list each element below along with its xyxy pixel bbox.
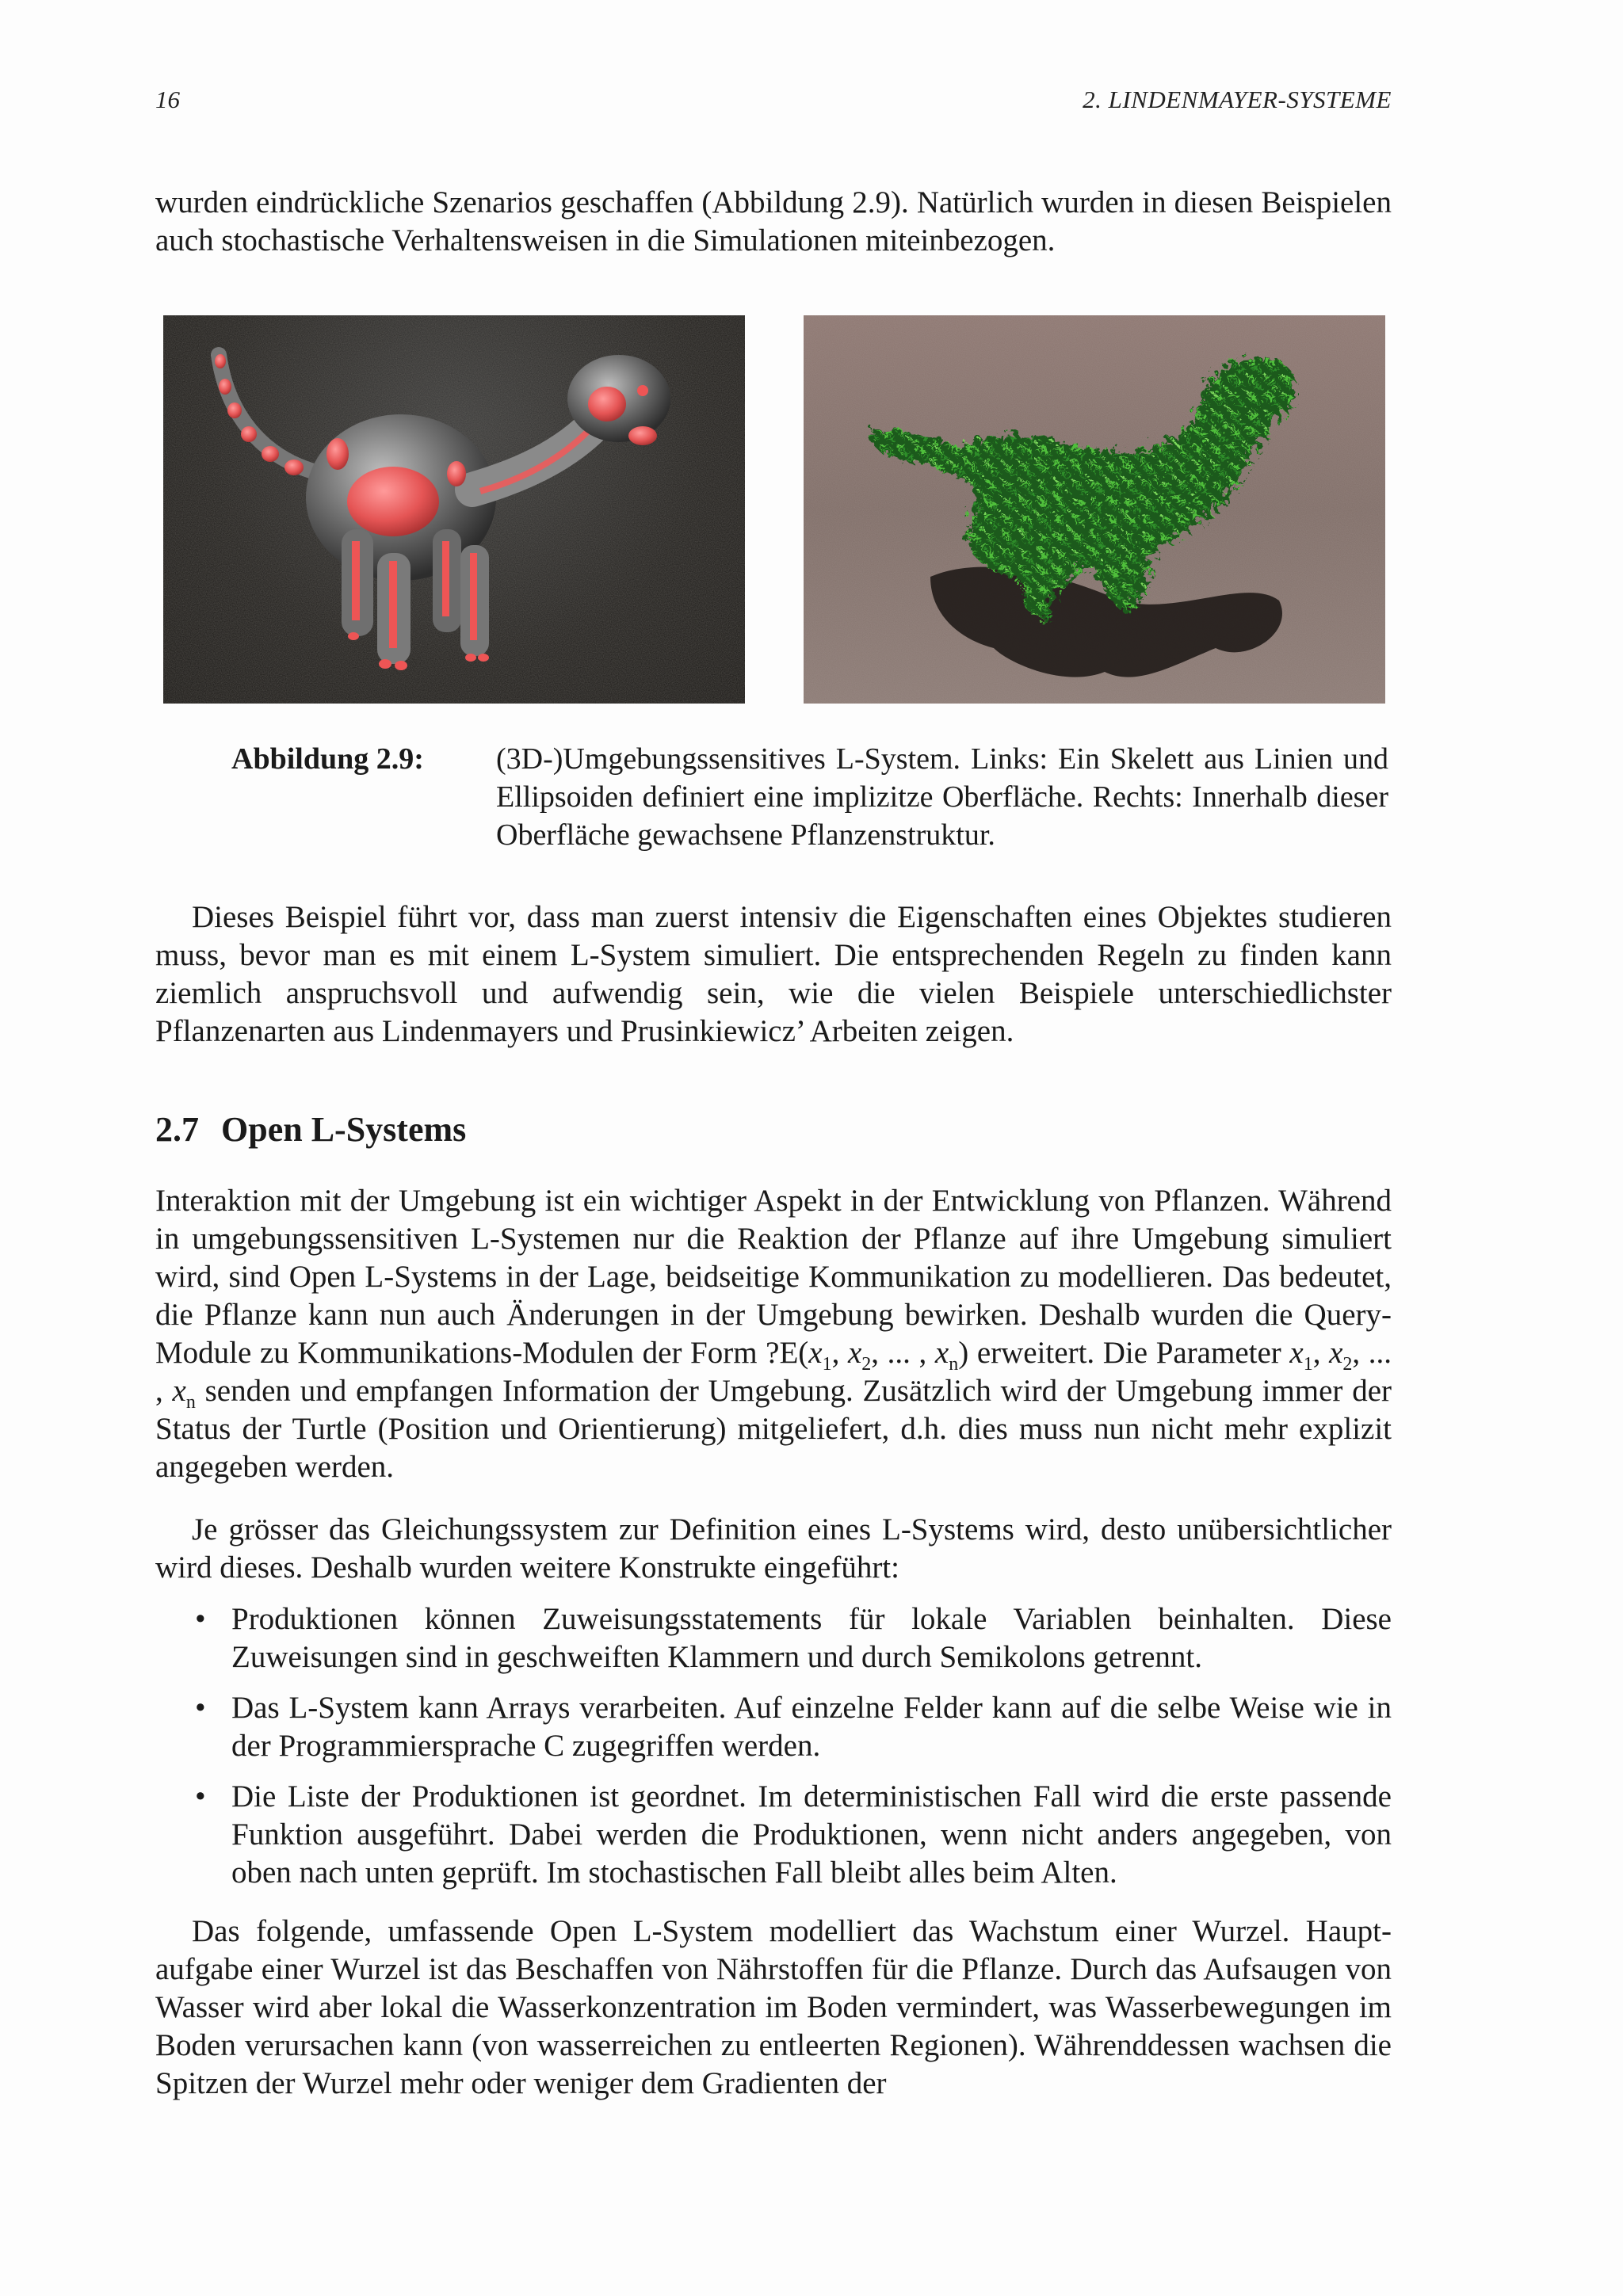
bullet-icon: • (195, 1779, 206, 1814)
body-paragraph: Je grösser das Gleichungssystem zur Definition eines L-Systems wird, desto unübersichtlicher wird dieses. Deshalb wurden weitere Konstrukte eingeführt: (155, 1512, 1392, 1585)
figure-caption-text: (3D-)Umgebungssensitives L-System. Links: Ein Skelett aus Linien und Ellipsoiden definiert eine implizitze Oberfläche. Rechts: Innerhalb dieser Oberfläche gewachsene Pflanzenstruktur. (496, 742, 1388, 852)
figure-2-9 (163, 315, 1384, 705)
list-item: • Produktionen können Zuweisungsstatements für lokale Variablen beinhalten. Diese Zuweisungen sind in geschweiften Klammern und durch Semikolons getrennt. (195, 1602, 1392, 1674)
body-paragraph: Das folgende, umfassende Open L-System modelliert das Wachstum einer Wurzel. Hauptaufgabe einer Wurzel ist das Beschaffen von Nährstoffen für die Pflanze. Durch das Aufsaugen von Wasser wird aber lokal die Wasserkonzentration im Boden vermindert, was Wasserbewegungen im Boden verursachen kann (von wasserreichen zu entleerten Regionen). Währenddessen wachsen die Spitzen der Wurzel mehr oder weniger dem Gradienten der (155, 1914, 1392, 2100)
intro-paragraph: wurden eindrückliche Szenarios geschaffen (Abbildung 2.9). Natürlich wurden in diesen Beispielen auch stochastische Verhaltensweisen in die Simulationen miteinbezogen. (155, 185, 1392, 257)
bullet-list (155, 1600, 1392, 1905)
chapter-title: 2. LINDENMAYER-SYSTEME (1083, 86, 1392, 113)
section-heading (155, 1109, 466, 1150)
list-item: • Die Liste der Produktionen ist geordnet. Im deterministischen Fall wird die erste passende Funktion ausgeführt. Dabei werden die Produktionen, wenn nicht anders angegeben, von oben nach unten geprüft. Im stochastischen Fall bleibt alles beim Alten. (195, 1779, 1392, 1890)
body-paragraph: Dieses Beispiel führt vor, dass man zuerst intensiv die Eigenschaften eines Objektes studieren muss, bevor man es mit einem L-System simuliert. Die entsprechenden Regeln zu finden kann ziemlich anspruchsvoll und aufwendig sein, wie die vielen Beispiele unterschiedlichster Pflanzenarten aus Lindenmayers und Prusinkiewicz’ Arbeiten zeigen. (155, 900, 1392, 1048)
body-paragraph: Interaktion mit der Umgebung ist ein wichtiger Aspekt in der Entwicklung von Pflanzen. Während in umgebungssensitiven L-Systemen nur die Reaktion der Pflanze auf ihre Umgebung simuliert wird, sind Open L-Systems in der Lage, beidseitige Kommunikation zu modellieren. Das bedeutet, die Pflanze kann nun auch Änderungen in der Umgebung bewirken. Deshalb wurden die Query-Module zu Kommunikations-Modulen der Form $?E(x_1$, $x_2$, ... , $x_n$) erweitert. Die Parameter $x_1$, $x_2$, ... , $x_n$ senden und empfangen Information der Umgebung. Zusätzlich wird der Umgebung immer der Status der Turtle (Position und Orientierung) mitgeliefert, d.h. dies muss nun nicht mehr explizit angegeben werden. (155, 1184, 1392, 1484)
figure-label: Abbildung 2.9: (231, 742, 424, 776)
section-number: 2.7 (155, 1110, 199, 1149)
list-item: • Das L-System kann Arrays verarbeiten. Auf einzelne Felder kann auf die selbe Weise wie in der Programmiersprache C zugegriffen werden. (195, 1691, 1392, 1763)
bullet-icon: • (195, 1602, 206, 1636)
page-number: 16 (155, 86, 180, 113)
skeleton-render-image (163, 315, 745, 704)
plant-render-image (804, 315, 1385, 704)
section-title: Open L-Systems (221, 1110, 467, 1149)
bullet-icon: • (195, 1691, 206, 1725)
